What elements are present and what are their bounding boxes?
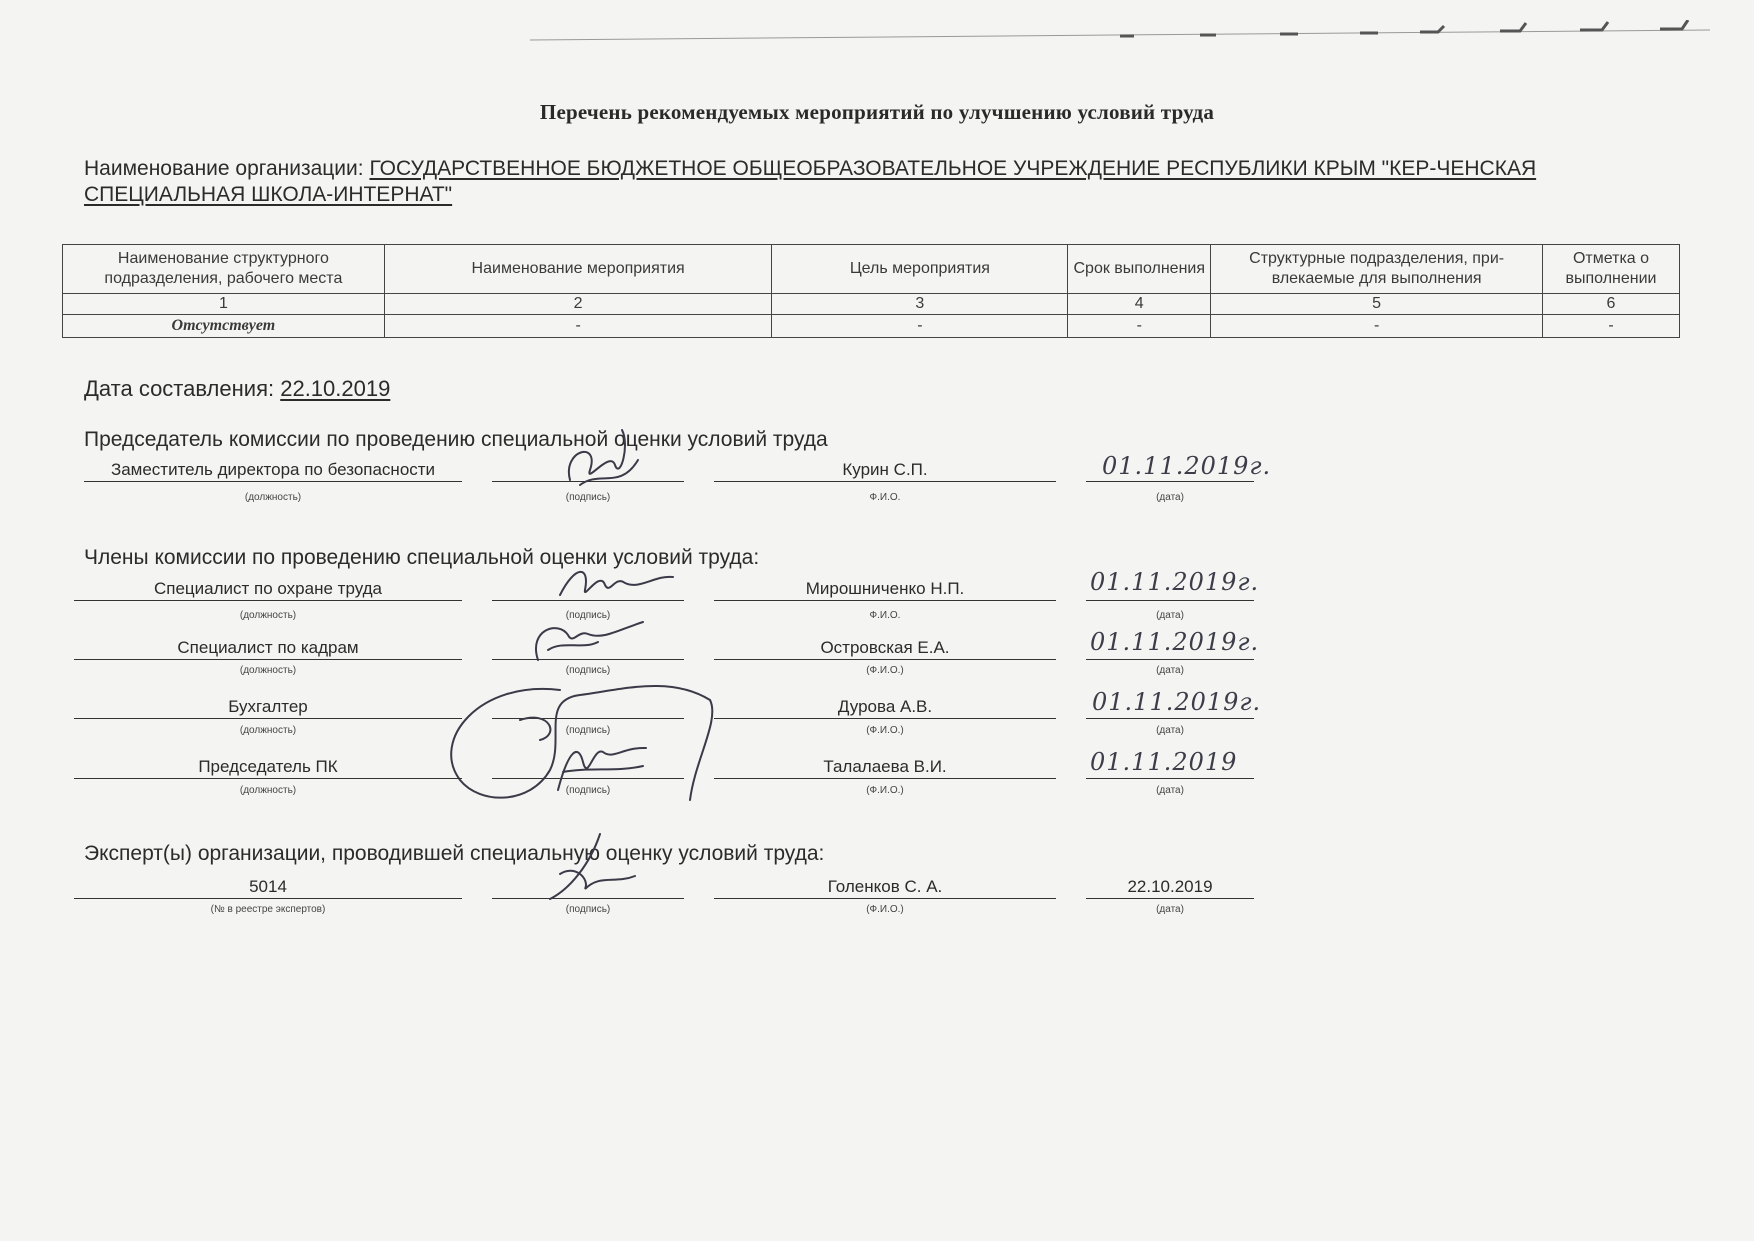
member-date: 01.11.2019г.: [1090, 628, 1260, 656]
header-cell: Наименование структурного подразделения, рабочего места: [63, 245, 385, 294]
chairman-position: Заместитель директора по безопасности: [84, 459, 462, 482]
scan-artifacts: [520, 20, 1710, 46]
position-caption: (должность): [239, 610, 297, 621]
registry-caption: (№ в реестре экспертов): [210, 904, 326, 915]
date-caption: (дата): [1156, 610, 1184, 621]
compiled-date-label: Дата составления:: [84, 376, 275, 401]
column-number: 1: [63, 294, 385, 315]
signature-caption: (подпись): [565, 610, 611, 621]
table-cell: -: [1543, 315, 1680, 338]
position-caption: (должность): [244, 492, 302, 503]
date-caption: (дата): [1156, 492, 1184, 503]
signature-caption: (подпись): [565, 492, 611, 503]
fio-caption: (Ф.И.О.): [866, 785, 904, 796]
member-date: 01.11.2019г.: [1090, 568, 1260, 596]
organization-label: Наименование организации:: [84, 157, 364, 180]
measures-table: [62, 244, 1680, 338]
date-caption: (дата): [1156, 665, 1184, 676]
chairman-heading: Председатель комиссии по проведению специальной оценки условий труда: [84, 428, 828, 451]
member-position: Специалист по охране труда: [74, 578, 462, 601]
header-cell: Наименование мероприятия: [384, 245, 772, 294]
expert-name: Голенков С. А.: [714, 876, 1056, 899]
signature-caption: (подпись): [565, 904, 611, 915]
column-number: 4: [1068, 294, 1211, 315]
expert-heading: Эксперт(ы) организации, проводившей специальную оценку условий труда:: [84, 842, 825, 865]
expert-date: 22.10.2019: [1086, 876, 1254, 899]
table-cell: Отсутствует: [63, 315, 385, 338]
fio-caption: Ф.И.О.: [869, 492, 901, 503]
position-caption: (должность): [239, 785, 297, 796]
position-caption: (должность): [239, 725, 297, 736]
chairman-date: 01.11.2019г.: [1102, 452, 1272, 480]
chairman-name: Курин С.П.: [714, 459, 1056, 482]
member-position: Бухгалтер: [74, 696, 462, 719]
table-cell: -: [772, 315, 1068, 338]
expert-signature: [530, 834, 640, 904]
member-signature: [555, 565, 675, 605]
member-date: 01.11.2019г.: [1092, 688, 1262, 716]
header-cell: Отметка о выполнении: [1543, 245, 1680, 294]
chairman-signature: [560, 440, 640, 500]
member-name: Дурова А.В.: [714, 696, 1056, 719]
fio-caption: Ф.И.О.: [869, 610, 901, 621]
member-name: Островская Е.А.: [714, 637, 1056, 660]
header-cell: Структурные подразделения, при-влекаемые для выполнения: [1211, 245, 1543, 294]
member-signature: [548, 742, 648, 792]
fio-caption: (Ф.И.О.): [866, 665, 904, 676]
date-caption: (дата): [1156, 904, 1184, 915]
organization-block: [84, 156, 1664, 208]
member-name: Мирошниченко Н.П.: [714, 578, 1056, 601]
member-position: Председатель ПК: [74, 756, 462, 779]
table-header-row: [63, 245, 1680, 294]
compiled-date: [84, 376, 390, 402]
member-date: 01.11.2019: [1090, 748, 1238, 776]
expert-registry-number: 5014: [74, 876, 462, 899]
table-cell: -: [384, 315, 772, 338]
signature-caption: (подпись): [565, 725, 611, 736]
member-name: Талалаева В.И.: [714, 756, 1056, 779]
date-caption: (дата): [1156, 785, 1184, 796]
members-heading: Члены комиссии по проведению специальной оценки условий труда:: [84, 546, 760, 569]
date-caption: (дата): [1156, 725, 1184, 736]
signature-caption: (подпись): [565, 785, 611, 796]
table-cell: -: [1068, 315, 1211, 338]
header-cell: Цель мероприятия: [772, 245, 1068, 294]
table-cell: -: [1211, 315, 1543, 338]
header-cell: Срок выполнения: [1068, 245, 1211, 294]
fio-caption: (Ф.И.О.): [866, 904, 904, 915]
member-signature: [528, 620, 648, 664]
column-number: 5: [1211, 294, 1543, 315]
fio-caption: (Ф.И.О.): [866, 725, 904, 736]
compiled-date-value: 22.10.2019: [280, 376, 391, 401]
table-number-row: [63, 294, 1680, 315]
organization-name: ГОСУДАРСТВЕННОЕ БЮДЖЕТНОЕ ОБЩЕОБРАЗОВАТЕЛЬНОЕ УЧРЕЖДЕНИЕ РЕСПУБЛИКИ КРЫМ "КЕР-ЧЕНСКАЯ СПЕЦИАЛЬНАЯ ШКОЛА-ИНТЕРНАТ": [84, 157, 1537, 206]
table-row: [63, 315, 1680, 338]
column-number: 2: [384, 294, 772, 315]
column-number: 6: [1543, 294, 1680, 315]
document-title: Перечень рекомендуемых мероприятий по улучшению условий труда: [539, 100, 1215, 124]
column-number: 3: [772, 294, 1068, 315]
position-caption: (должность): [239, 665, 297, 676]
signature-caption: (подпись): [565, 665, 611, 676]
member-position: Специалист по кадрам: [74, 637, 462, 660]
